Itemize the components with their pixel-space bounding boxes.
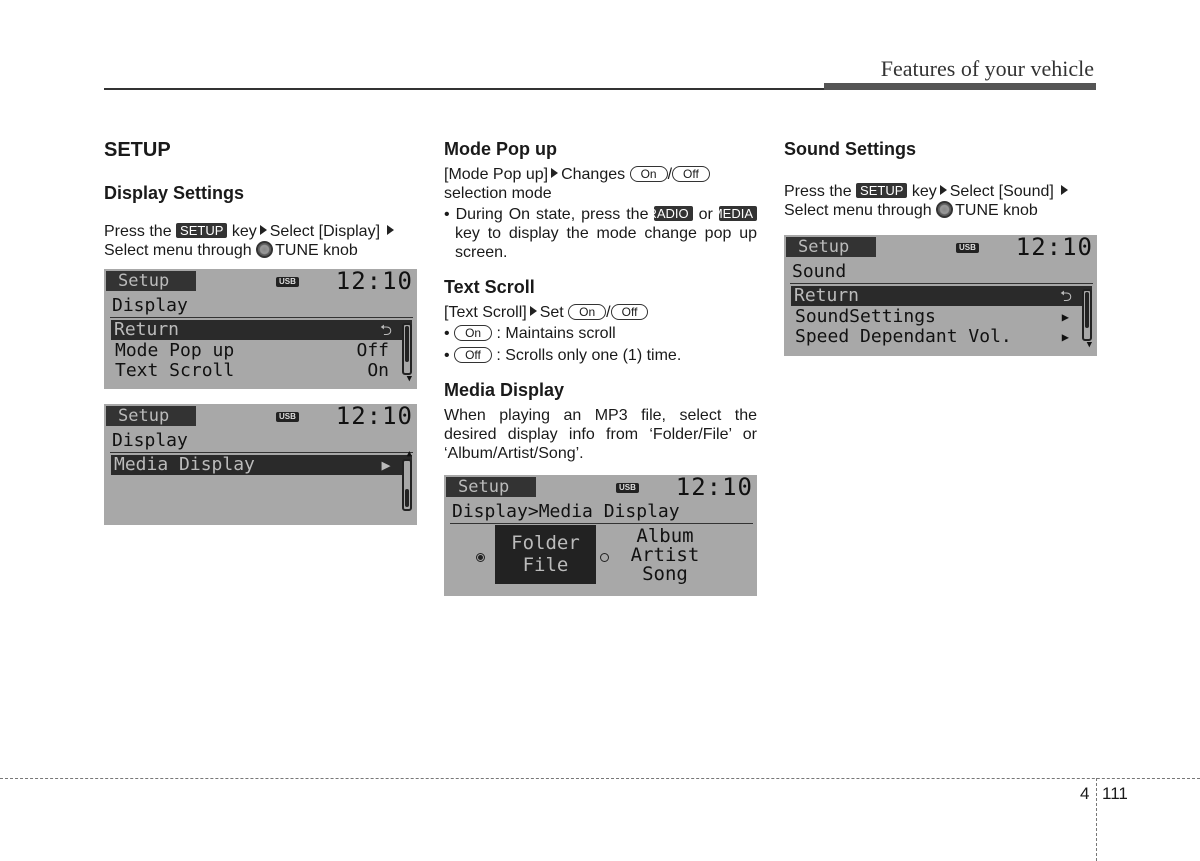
- menu-row-mode-pop-up[interactable]: Mode Pop up Off: [115, 340, 389, 361]
- screen-breadcrumb: Display: [112, 295, 188, 316]
- off-button-icon: Off: [672, 166, 710, 182]
- mode-pop-up-text: [Mode Pop up] Changes On / Off selection mode: [444, 165, 757, 203]
- page-number: 111: [1102, 784, 1128, 803]
- page-header-title: Features of your vehicle: [880, 56, 1094, 81]
- tune-knob-icon: [256, 241, 273, 258]
- media-display-menu-screen: [104, 404, 417, 525]
- setup-key-icon: SETUP: [856, 183, 907, 198]
- screen-clock: 12:10: [335, 269, 413, 295]
- screen-divider: [790, 283, 1093, 284]
- sound-settings-screen: [784, 235, 1097, 356]
- screen-breadcrumb: Display>Media Display: [452, 501, 680, 522]
- display-settings-screen: [104, 269, 417, 389]
- scrollbar[interactable]: [1082, 289, 1092, 341]
- text-scroll-text: [Text Scroll] Set On / Off: [444, 303, 757, 322]
- usb-icon: USB: [276, 277, 299, 287]
- screen-clock: 12:10: [675, 475, 753, 501]
- radio-selected-icon[interactable]: [476, 553, 485, 562]
- return-icon: ⮌: [360, 320, 412, 340]
- chevron-right-icon: ▶: [1061, 310, 1069, 324]
- column-options: [444, 138, 757, 596]
- sound-settings-heading: Sound Settings: [784, 139, 916, 159]
- chevron-right-icon: ▶: [360, 455, 412, 475]
- chapter-number: 4: [1080, 784, 1090, 803]
- screen-breadcrumb: Sound: [792, 261, 847, 282]
- text-scroll-on-bullet: • On : Maintains scroll: [444, 325, 616, 342]
- menu-row-sound-settings[interactable]: SoundSettings ▶: [795, 306, 1069, 327]
- menu-row-text-scroll[interactable]: Text Scroll On: [115, 360, 389, 381]
- menu-row-return[interactable]: Return ⮌: [111, 320, 397, 340]
- screen-divider: [450, 523, 753, 524]
- on-button-icon: On: [630, 166, 668, 182]
- option-album-artist-song[interactable]: Album Artist Song: [630, 525, 700, 585]
- arrow-right-icon: [551, 168, 558, 178]
- mode-pop-up-heading: Mode Pop up: [444, 139, 557, 159]
- option-folder-file[interactable]: Folder File: [495, 525, 596, 584]
- media-display-heading: Media Display: [444, 380, 565, 400]
- return-icon: ⮌: [1040, 286, 1092, 306]
- usb-icon: USB: [616, 483, 639, 493]
- text-scroll-heading: Text Scroll: [444, 277, 535, 297]
- menu-row-media-display[interactable]: Media Display ▶: [111, 455, 397, 475]
- radio-unselected-icon[interactable]: [600, 553, 609, 562]
- arrow-right-icon: [387, 225, 394, 235]
- column-setup: [104, 138, 417, 525]
- on-button-icon: On: [454, 325, 492, 341]
- display-settings-instruction: Press the SETUP key Select [Display] Select menu through TUNE knob: [104, 222, 417, 260]
- text-scroll-off-bullet: • Off : Scrolls only one (1) time.: [444, 347, 682, 364]
- arrow-right-icon: [940, 185, 947, 195]
- off-button-icon: Off: [454, 347, 492, 363]
- display-settings-heading: Display Settings: [104, 183, 245, 203]
- footer-divider: [1096, 778, 1097, 861]
- arrow-right-icon: [260, 225, 267, 235]
- section-title: SETUP: [104, 139, 171, 161]
- off-button-icon: Off: [611, 304, 649, 320]
- scroll-down-icon: ▼: [1086, 340, 1092, 350]
- menu-row-return[interactable]: Return ⮌: [791, 286, 1077, 306]
- media-display-text: When playing an MP3 file, select the desired display info from ‘Folder/File’ or ‘Album/Artist/Song’.: [444, 407, 757, 462]
- scroll-down-icon: ▼: [406, 374, 412, 384]
- arrow-right-icon: [530, 306, 537, 316]
- footer-rule: [0, 778, 1200, 779]
- screen-tag: Setup: [446, 477, 536, 497]
- column-sound: [784, 138, 1097, 356]
- header-rule: [104, 88, 824, 90]
- screen-tag: Setup: [786, 237, 876, 257]
- tune-knob-icon: [936, 201, 953, 218]
- scroll-up-icon: ▲: [406, 449, 412, 459]
- screen-divider: [110, 452, 413, 453]
- scrollbar[interactable]: [402, 323, 412, 375]
- setup-key-icon: SETUP: [176, 223, 227, 238]
- arrow-right-icon: [1061, 185, 1068, 195]
- scrollbar[interactable]: [402, 459, 412, 511]
- screen-tag: Setup: [106, 271, 196, 291]
- usb-icon: USB: [956, 243, 979, 253]
- screen-breadcrumb: Display: [112, 430, 188, 451]
- screen-clock: 12:10: [1015, 235, 1093, 261]
- sound-settings-instruction: Press the SETUP key Select [Sound] Select menu through TUNE knob: [784, 182, 1097, 220]
- media-key-icon: MEDIA: [719, 206, 757, 221]
- radio-key-icon: RADIO: [654, 206, 692, 221]
- on-button-icon: On: [568, 304, 606, 320]
- header-bar: [824, 83, 1096, 90]
- screen-clock: 12:10: [335, 404, 413, 430]
- menu-row-speed-dependant-vol[interactable]: Speed Dependant Vol. ▶: [795, 326, 1069, 347]
- screen-divider: [110, 317, 413, 318]
- screen-tag: Setup: [106, 406, 196, 426]
- media-display-options-screen: [444, 475, 757, 596]
- chevron-right-icon: ▶: [1061, 330, 1069, 344]
- mode-pop-up-bullet: • During On state, press the RADIO or MEDIA key to display the mode change pop up screen.: [444, 206, 757, 261]
- usb-icon: USB: [276, 412, 299, 422]
